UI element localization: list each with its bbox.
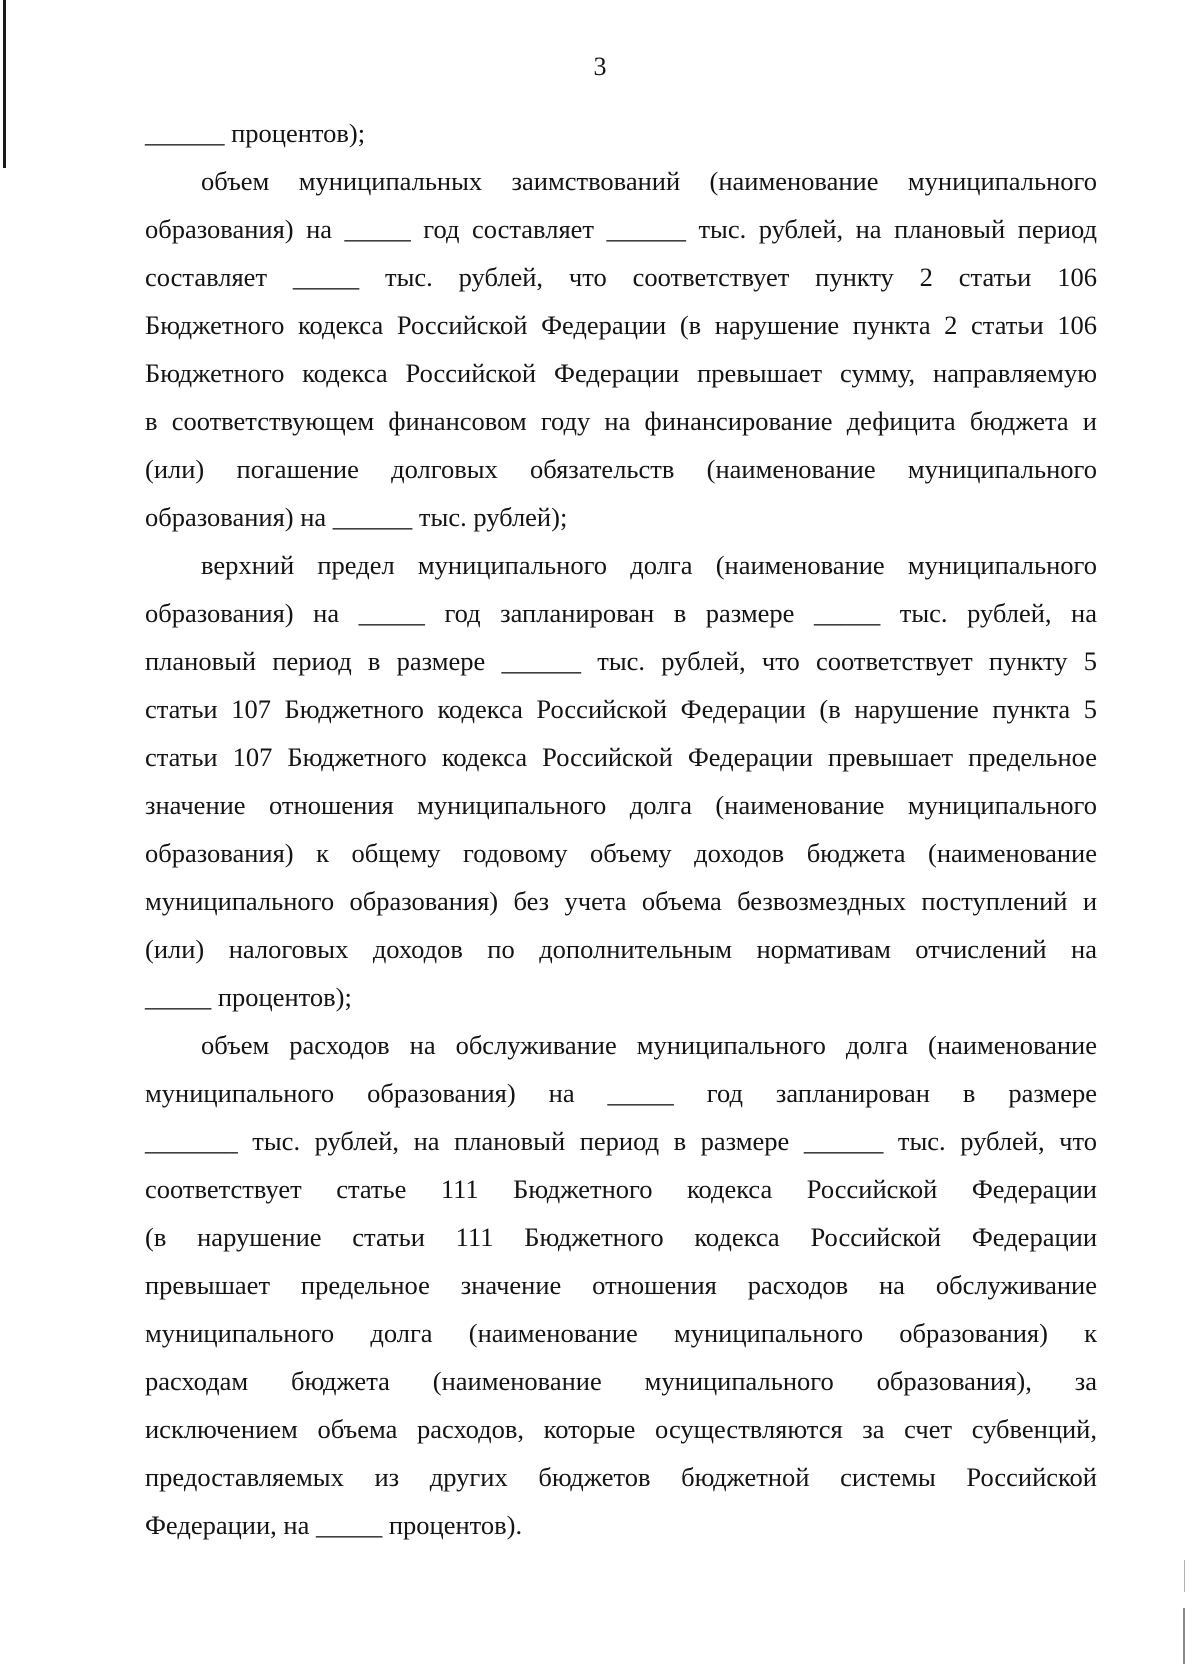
scan-edge-mark	[1184, 1560, 1185, 1592]
text-line: объем муниципальных заимствований (наименование муниципального	[201, 166, 1097, 196]
text-line: (или) налоговых доходов по дополнительным нормативам отчислений на	[145, 934, 1097, 964]
text-line: образования) на _____ год составляет ______ тыс. рублей, на плановый период	[145, 214, 1097, 244]
text-line: муниципального образования) на _____ год запланирован в размере	[145, 1078, 1097, 1108]
text-line: муниципального долга (наименование муниципального образования) к	[145, 1318, 1097, 1348]
text-line: превышает предельное значение отношения расходов на обслуживание	[145, 1270, 1097, 1300]
text-line: предоставляемых из других бюджетов бюджетной системы Российской	[145, 1462, 1097, 1492]
text-line: статьи 107 Бюджетного кодекса Российской Федерации превышает предельное	[145, 742, 1097, 772]
text-line: муниципального образования) без учета объема безвозмездных поступлений и	[145, 886, 1097, 916]
text-line: верхний предел муниципального долга (наименование муниципального	[201, 550, 1097, 580]
page-number: 3	[593, 52, 607, 81]
text-line: ______ процентов);	[145, 118, 366, 148]
text-line: _____ процентов);	[145, 982, 352, 1012]
text-line: в соответствующем финансовом году на финансирование дефицита бюджета и	[145, 406, 1097, 436]
text-line: соответствует статье 111 Бюджетного кодекса Российской Федерации	[145, 1174, 1097, 1204]
text-line: Бюджетного кодекса Российской Федерации превышает сумму, направляемую	[145, 358, 1097, 388]
text-line: объем расходов на обслуживание муниципального долга (наименование	[201, 1030, 1097, 1060]
text-line: составляет _____ тыс. рублей, что соответствует пункту 2 статьи 106	[145, 262, 1097, 292]
text-line: расходам бюджета (наименование муниципального образования), за	[145, 1366, 1097, 1396]
text-line: Бюджетного кодекса Российской Федерации (в нарушение пункта 2 статьи 106	[145, 310, 1097, 340]
text-line: статьи 107 Бюджетного кодекса Российской Федерации (в нарушение пункта 5	[145, 694, 1097, 724]
text-line: Федерации, на _____ процентов).	[145, 1510, 523, 1540]
text-line: (в нарушение статьи 111 Бюджетного кодекса Российской Федерации	[145, 1222, 1097, 1252]
text-line: _______ тыс. рублей, на плановый период в размере ______ тыс. рублей, что	[145, 1126, 1097, 1156]
scan-edge-mark	[3, 0, 6, 168]
text-line: значение отношения муниципального долга (наименование муниципального	[145, 790, 1097, 820]
text-line: образования) на ______ тыс. рублей);	[145, 502, 568, 532]
text-line: образования) к общему годовому объему доходов бюджета (наименование	[145, 838, 1097, 868]
document-body	[145, 109, 1097, 1549]
text-line: образования) на _____ год запланирован в размере _____ тыс. рублей, на	[145, 598, 1097, 628]
text-line: (или) погашение долговых обязательств (наименование муниципального	[145, 454, 1097, 484]
text-line: плановый период в размере ______ тыс. рублей, что соответствует пункту 5	[145, 646, 1097, 676]
scan-edge-mark	[1183, 1608, 1185, 1664]
text-line: исключением объема расходов, которые осуществляются за счет субвенций,	[145, 1414, 1097, 1444]
